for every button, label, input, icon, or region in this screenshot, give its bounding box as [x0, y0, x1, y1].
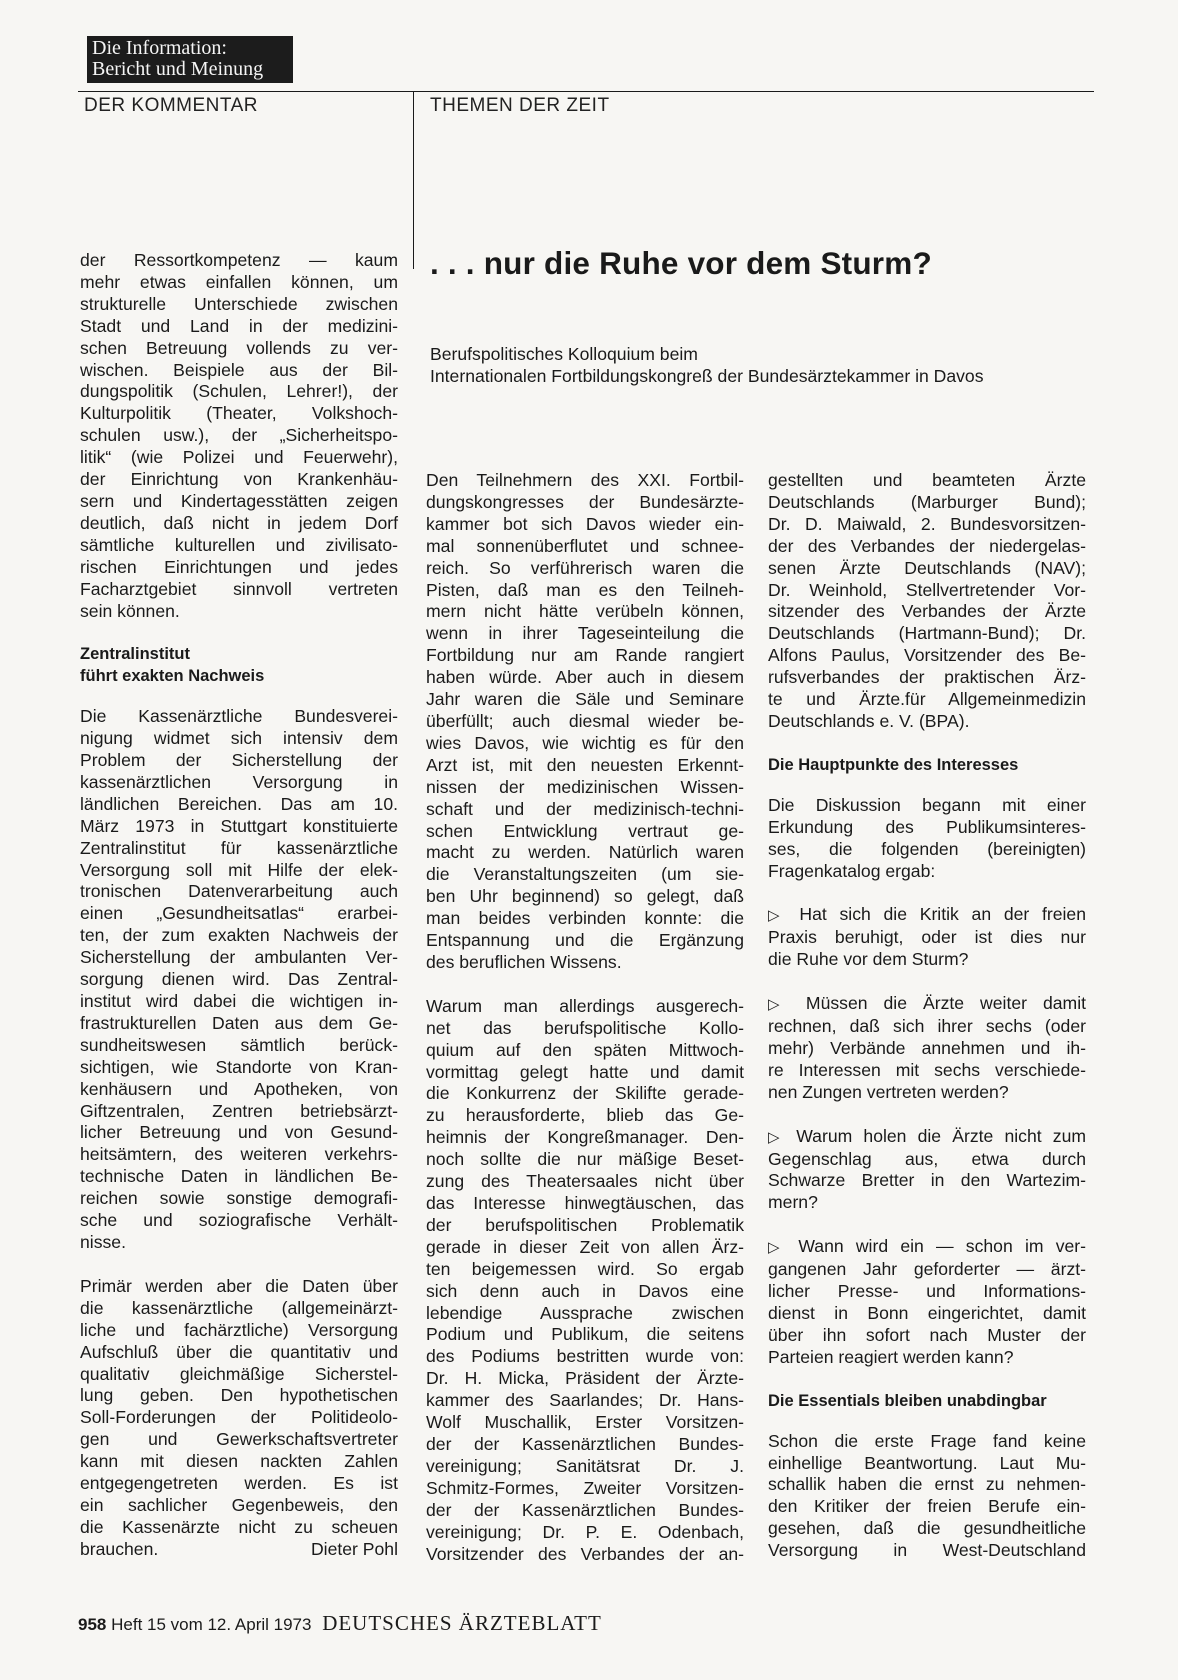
- question-1: [768, 904, 1086, 971]
- text-line: dungspolitik (Schulen, Lehrer!), der: [80, 381, 398, 402]
- text-line: der der Kassenärztlichen Bundes-: [426, 1433, 744, 1454]
- column-divider: [413, 91, 414, 269]
- text-line: kann mit diesen nackten Zahlen: [80, 1451, 398, 1472]
- text-line: Sicherstellung der ambulanten Ver-: [80, 947, 398, 968]
- text-line: Gegenschlag aus, etwa durch: [768, 1148, 1086, 1169]
- text-line: strukturelle Unterschiede zwischen: [80, 293, 398, 314]
- text-line: wies Davos, wie wichtig es für den: [426, 732, 744, 753]
- text-line: Warum man allerdings ausgerech-: [426, 995, 744, 1016]
- text-line: mehr etwas einfallen können, um: [80, 271, 398, 292]
- text-line: Den Teilnehmern des XXI. Fortbil-: [426, 470, 744, 490]
- triangle-bullet-icon: ▷: [768, 1128, 797, 1146]
- text-line: ben Uhr beginnend) so gelegt, daß: [426, 886, 744, 907]
- signature-line: [80, 1539, 398, 1561]
- text-line: kenhäusern und Apotheken, von: [80, 1078, 398, 1099]
- section-heading: Die Hauptpunkte des Interesses: [768, 755, 1019, 774]
- text-line: schen Betreuung vollends zu ver-: [80, 337, 398, 358]
- text-line: wenn in ihrer Tageseinteilung die: [426, 623, 744, 644]
- text-line: März 1973 in Stuttgart konstituierte: [80, 815, 398, 836]
- kommentar-paragraph-3: [80, 1276, 398, 1539]
- text-line: der Einrichtung von Krankenhäu-: [80, 469, 398, 490]
- text-line: gesehen, daß die gesundheitliche: [768, 1518, 1086, 1539]
- article-paragraph-2: [426, 996, 744, 1566]
- triangle-bullet-icon: ▷: [768, 1239, 799, 1257]
- text-line: deutlich, daß nicht in jedem Dorf: [80, 512, 398, 533]
- triangle-bullet-icon: ▷: [768, 907, 800, 925]
- text-line: über ihn sofort nach Muster der: [768, 1324, 1086, 1345]
- triangle-bullet-icon: ▷: [768, 996, 806, 1014]
- text-line: mern?: [768, 1192, 818, 1213]
- page-number: 958: [78, 1615, 107, 1634]
- text-line: net das berufspolitische Kollo-: [426, 1017, 744, 1038]
- question-text: Wann wird ein — schon im ver-: [798, 1236, 1087, 1257]
- text-line: lung geben. Den hypothetischen: [80, 1385, 398, 1406]
- text-line: sich denn auch in Davos eine: [426, 1280, 744, 1301]
- text-line: überfüllt; auch diesmal wieder be-: [426, 710, 744, 731]
- text-line: Problem der Sicherstellung der: [80, 750, 398, 771]
- question-text: Hat sich die Kritik an der freien: [799, 904, 1087, 925]
- text-line: Schwarze Bretter in den Wartezim-: [768, 1170, 1086, 1191]
- text-line: rechnen, daß sich ihrer sechs (oder: [768, 1016, 1086, 1037]
- text-line: Deutschlands e. V. (BPA).: [768, 710, 970, 731]
- text-line: der des Verbandes der niedergelas-: [768, 535, 1086, 556]
- text-line: des Podiums bestritten wurde von:: [426, 1346, 744, 1367]
- text-line: noch sollte die nur mäßige Beset-: [426, 1149, 744, 1170]
- text-line: Zentralinstitut für kassenärztliche: [80, 837, 398, 858]
- heading-line-1: Zentralinstitut: [80, 645, 190, 664]
- text-line: der der Kassenärztlichen Bundes-: [426, 1499, 744, 1520]
- text-line: senen Ärzte Deutschlands (NAV);: [768, 557, 1086, 578]
- article-paragraph-4: [768, 795, 1086, 883]
- text-line: vereinigung; Sanitätsrat Dr. J.: [426, 1455, 744, 1476]
- text-line: sorgung dienen wird. Das Zentral-: [80, 969, 398, 990]
- text-line: sichtigen, wie Standorte von Kran-: [80, 1056, 398, 1077]
- text-line: Soll-Forderungen der Politideolo-: [80, 1407, 398, 1428]
- article-paragraph-1: [426, 470, 744, 974]
- text-line: sche und soziografische Verhält-: [80, 1210, 398, 1231]
- text-line: nisse.: [80, 1231, 126, 1252]
- text-line: gestellten und beamteten Ärzte: [768, 470, 1086, 490]
- text-line: [768, 904, 1086, 927]
- text-line: macht zu werden. Natürlich waren: [426, 842, 744, 863]
- text-line: wischen. Beispiele aus der Bil-: [80, 359, 398, 380]
- text-line: einen „Gesundheitsatlas“ erarbei-: [80, 903, 398, 924]
- column-article-2: [768, 470, 1086, 1562]
- text-line: ländlichen Bereichen. Das am 10.: [80, 793, 398, 814]
- journal-name: DEUTSCHES ÄRZTEBLATT: [322, 1611, 602, 1635]
- text-line: litik“ (wie Polizei und Feuerwehr),: [80, 447, 398, 468]
- article-paragraph-5: [768, 1431, 1086, 1562]
- text-line: Erkundung des Publikumsinteres-: [768, 816, 1086, 837]
- kommentar-paragraph-2: [80, 706, 398, 1254]
- column-article-1: [426, 470, 744, 1565]
- text-line: sitzender des Verbandes der Ärzte: [768, 601, 1086, 622]
- subtitle-line-2: Internationalen Fortbildungskongreß der Bundesärztekammer in Davos: [430, 366, 984, 386]
- text-line: rischen Einrichtungen und jedes: [80, 556, 398, 577]
- text-line: Praxis beruhigt, oder ist dies nur: [768, 927, 1086, 948]
- text-line: sämtliche kulturellen und zivilisato-: [80, 534, 398, 555]
- text-line: Fortbildung nur am Rande rangiert: [426, 645, 744, 666]
- text-line: Dr. Weinhold, Stellvertretender Vor-: [768, 579, 1086, 600]
- text-line: Fragenkatalog ergab:: [768, 860, 936, 881]
- text-line: Stadt und Land in der medizini-: [80, 315, 398, 336]
- text-line: des beruflichen Wissens.: [426, 951, 622, 972]
- column-kommentar: [80, 250, 398, 1561]
- subtitle-line-1: Berufspolitisches Kolloquium beim: [430, 344, 698, 364]
- text-line: Jahr waren die Säle und Seminare: [426, 689, 744, 710]
- text-line: schulen usw.), der „Sicherheitspo-: [80, 425, 398, 446]
- text-line: die Kassenärzte nicht zu scheuen: [80, 1516, 398, 1537]
- text-line: einhellige Beantwortung. Laut Mu-: [768, 1452, 1086, 1473]
- text-line: vereinigung; Dr. P. E. Odenbach,: [426, 1521, 744, 1542]
- text-line: Alfons Paulus, Vorsitzender des Be-: [768, 645, 1086, 666]
- text-line: schallik haben die ernst zu nehmen-: [768, 1474, 1086, 1495]
- text-line: ten beigemessen wird. So ergab: [426, 1258, 744, 1279]
- heading-line-2: führt exakten Nachweis: [80, 667, 265, 686]
- text-line: mern nicht hätte verübeln können,: [426, 601, 744, 622]
- text-line: nissen der medizinischen Wissen-: [426, 776, 744, 797]
- badge-line-2: Bericht und Meinung: [92, 58, 264, 80]
- text-line: [768, 993, 1086, 1016]
- text-line: Vorsitzender des Verbandes der an-: [426, 1543, 744, 1564]
- section-heading: Die Essentials bleiben unabdingbar: [768, 1391, 1047, 1410]
- closing-word: brauchen.: [80, 1538, 159, 1559]
- text-line: gangenen Jahr geforderter — ärzt-: [768, 1259, 1086, 1280]
- text-line: heimnis der Kongreßmanager. Den-: [426, 1127, 744, 1148]
- text-line: zu herausforderte, blieb das Ge-: [426, 1105, 744, 1126]
- text-line: nen Zungen vertreten werden?: [768, 1081, 1009, 1102]
- question-3: [768, 1126, 1086, 1215]
- text-line: Die Kassenärztliche Bundesverei-: [80, 706, 398, 727]
- text-line: Die Diskussion begann mit einer: [768, 794, 1086, 815]
- text-line: institut wird dabei die wichtigen in-: [80, 991, 398, 1011]
- text-line: Primär werden aber die Daten über: [80, 1275, 398, 1296]
- text-line: Arzt ist, mit den neuesten Erkennt-: [426, 754, 744, 775]
- text-line: die kassenärztliche (allgemeinärzt-: [80, 1297, 398, 1318]
- section-heading: [80, 644, 398, 688]
- text-line: Aufschluß über die quantitativ und: [80, 1341, 398, 1362]
- badge-line-1: Die Information:: [92, 37, 227, 59]
- text-line: rufsverbandes der praktischen Ärz-: [768, 667, 1086, 688]
- text-line: gerade in dieser Zeit von allen Ärz-: [426, 1236, 744, 1257]
- question-2: [768, 993, 1086, 1104]
- text-line: die Ruhe vor dem Sturm?: [768, 949, 969, 970]
- text-line: reich. So verführerisch waren die: [426, 557, 744, 578]
- text-line: Entspannung und die Ergänzung: [426, 930, 744, 951]
- text-line: Versorgung soll mit Hilfe der elek-: [80, 859, 398, 880]
- text-line: tronischen Datenverarbeitung auch: [80, 881, 398, 902]
- text-line: sundheitswesen sämtlich berück-: [80, 1034, 398, 1055]
- issue-info: Heft 15 vom 12. April 1973: [111, 1615, 312, 1634]
- text-line: entgegengetreten werden. Es ist: [80, 1473, 398, 1494]
- question-4: [768, 1236, 1086, 1368]
- section-label-kommentar: DER KOMMENTAR: [84, 95, 258, 116]
- text-line: heitsämtern, des weiteren verkehrs-: [80, 1144, 398, 1165]
- text-line: zung des Theatersaales nicht über: [426, 1171, 744, 1192]
- text-line: Giftzentralen, Zentren betriebsärzt-: [80, 1100, 398, 1121]
- text-line: Podium und Publikum, die seitens: [426, 1324, 744, 1345]
- text-line: Deutschlands (Hartmann-Bund); Dr.: [768, 623, 1086, 644]
- section-badge: [87, 36, 293, 83]
- text-line: dungskongresses der Bundesärzte-: [426, 491, 744, 512]
- article-subtitle: [430, 343, 984, 387]
- text-line: quium auf den späten Mittwoch-: [426, 1039, 744, 1060]
- text-line: Schmitz-Formes, Zweiter Vorsitzen-: [426, 1477, 744, 1498]
- text-line: ein sachlicher Gegenbeweis, den: [80, 1494, 398, 1515]
- text-line: man beides verbinden konnte: die: [426, 908, 744, 929]
- text-line: frastrukturellen Daten aus dem Ge-: [80, 1012, 398, 1033]
- text-line: licher Presse- und Informations-: [768, 1281, 1086, 1302]
- text-line: gen und Gewerkschaftsvertreter: [80, 1429, 398, 1450]
- text-line: sein können.: [80, 600, 180, 621]
- text-line: Dr. H. Micka, Präsident der Ärzte-: [426, 1368, 744, 1389]
- question-text: Müssen die Ärzte weiter damit: [805, 993, 1087, 1014]
- text-line: Pisten, daß man es den Teilneh-: [426, 579, 744, 600]
- text-line: die Konkurrenz der Skilifte gerade-: [426, 1083, 744, 1104]
- section-label-themen: THEMEN DER ZEIT: [430, 95, 610, 116]
- text-line: Facharztgebiet sinnvoll vertreten: [80, 578, 398, 599]
- text-line: das Interesse hinwegtäuschen, das: [426, 1193, 744, 1213]
- text-line: Dr. D. Maiwald, 2. Bundesvorsitzen-: [768, 513, 1086, 534]
- page-footer: [78, 1611, 602, 1636]
- text-line: mehr) Verbände annehmen und ih-: [768, 1037, 1086, 1058]
- kommentar-paragraph-1: [80, 250, 398, 622]
- text-line: haben würde. Aber auch in diesem: [426, 667, 744, 688]
- text-line: Wolf Muschallik, Erster Vorsitzen-: [426, 1412, 744, 1433]
- text-line: lebendige Aussprache zwischen: [426, 1302, 744, 1323]
- text-line: dienst in Bonn eingerichtet, damit: [768, 1303, 1086, 1323]
- text-line: Schon die erste Frage fand keine: [768, 1430, 1086, 1451]
- text-line: licher Betreuung und von Gesund-: [80, 1122, 398, 1143]
- text-line: [768, 1126, 1086, 1149]
- text-line: den Kritiker der freien Berufe ein-: [768, 1496, 1086, 1517]
- text-line: liche und fachärztliche) Versorgung: [80, 1319, 398, 1340]
- text-line: Versorgung in West-Deutschland: [768, 1540, 1086, 1561]
- text-line: der berufspolitischen Problematik: [426, 1214, 744, 1235]
- header-rule: [78, 91, 1094, 92]
- text-line: reichen sowie sonstige demografi-: [80, 1188, 398, 1209]
- text-line: Deutschlands (Marburger Bund);: [768, 491, 1086, 512]
- text-line: Parteien reagiert werden kann?: [768, 1346, 1014, 1367]
- text-line: kammer des Saarlandes; Dr. Hans-: [426, 1390, 744, 1411]
- article-paragraph-3: [768, 470, 1086, 733]
- text-line: sern und Kindertagesstätten zeigen: [80, 490, 398, 511]
- text-line: kammer bot sich Davos wieder ein-: [426, 513, 744, 534]
- text-line: qualitativ gleichmäßige Sicherstel-: [80, 1363, 398, 1384]
- text-line: mal sonnenüberflutet und schnee-: [426, 535, 744, 556]
- text-line: kassenärztlichen Versorgung in: [80, 771, 398, 792]
- article-headline: . . . nur die Ruhe vor dem Sturm?: [430, 245, 932, 281]
- text-line: ses, die folgenden (bereinigten): [768, 838, 1086, 859]
- text-line: re Interessen mit sechs verschiede-: [768, 1059, 1086, 1080]
- text-line: die Veranstaltungszeiten (um sie-: [426, 864, 744, 885]
- question-text: Warum holen die Ärzte nicht zum: [796, 1125, 1087, 1146]
- text-line: nigung widmet sich intensiv dem: [80, 728, 398, 749]
- text-line: te und Ärzte.für Allgemeinmedizin: [768, 689, 1086, 710]
- text-line: ten, der zum exakten Nachweis der: [80, 925, 398, 946]
- text-line: vormittag gelegt hatte und damit: [426, 1061, 744, 1082]
- text-line: [768, 1236, 1086, 1259]
- text-line: der Ressortkompetenz — kaum: [80, 250, 398, 270]
- text-line: schen Entwicklung vertraut ge-: [426, 820, 744, 841]
- author-name: Dieter Pohl: [310, 1538, 398, 1559]
- text-line: technische Daten in ländlichen Be-: [80, 1166, 398, 1187]
- text-line: schaft und der medizinisch-techni-: [426, 798, 744, 819]
- text-line: Kulturpolitik (Theater, Volkshoch-: [80, 403, 398, 424]
